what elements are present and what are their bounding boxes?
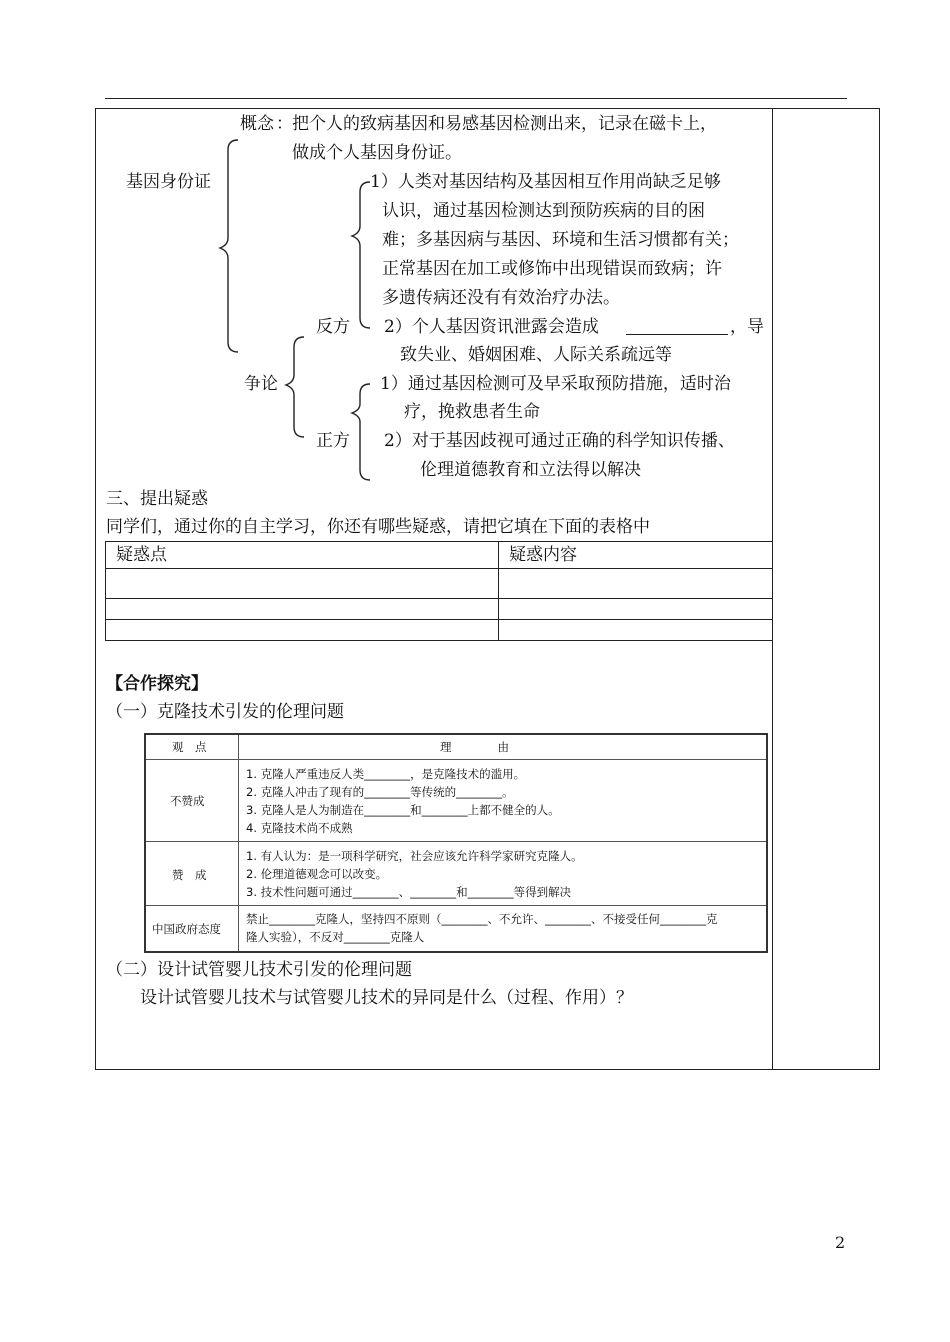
support-line-2: 2. 伦理道德观念可以改变。 [246,867,388,881]
questions-header-point: 疑惑点 [106,542,499,569]
clone-header-view: 观 点 [172,740,207,754]
brace-debate [286,337,304,437]
debate-label: 争论 [244,374,278,394]
clone-ethics-table [144,733,768,953]
against-2-line-2: 致失业、婚姻困难、人际关系疏远等 [400,345,672,365]
government-line-1: 禁止________克隆人，坚持四不原则（________、不允许、________、不接受任何________克 [246,912,718,926]
row-label-oppose: 不赞成 [170,794,205,808]
clone-table-col-divider [238,735,239,951]
concept-line-2: 做成个人基因身份证。 [292,143,462,163]
questions-intro: 同学们，通过你的自主学习，你还有哪些疑惑，请把它填在下面的表格中 [106,517,650,537]
question-cell[interactable] [499,569,773,599]
question-cell[interactable] [499,620,773,641]
support-line-3: 3. 技术性问题可通过________、________和________等得到解决 [246,885,572,899]
clone-table-row-divider [146,841,766,842]
questions-table [105,541,773,641]
against-label: 反方 [316,317,350,337]
for-2-line-2: 伦理道德教育和立法得以解决 [420,460,641,480]
row-label-government: 中国政府态度 [152,922,221,936]
brace-for [352,384,370,480]
against-2-line-1: 2）个人基因资讯泄露会造成 [384,317,599,337]
oppose-line-2: 2. 克隆人冲击了现有的________等传统的________。 [246,785,514,799]
brace-root [220,140,238,352]
questions-heading: 三、提出疑惑 [106,489,208,509]
against-1-line-2: 认识，通过基因检测达到预防疾病的目的困 [382,201,705,221]
concept-colon: ： [276,114,293,134]
cooperation-heading: 【合作探究】 [106,674,208,694]
clone-header-reason: 理 由 [440,740,509,754]
question-cell[interactable] [106,620,499,641]
ivf-question: 设计试管婴儿技术与试管婴儿技术的异同是什么（过程、作用）？ [140,988,633,1008]
question-cell[interactable] [106,569,499,599]
against-1-line-4: 正常基因在加工或修饰中出现错误而致病；许 [382,259,722,279]
oppose-line-4: 4. 克隆技术尚不成熟 [246,821,353,835]
for-label: 正方 [316,431,350,451]
against-1-line-3: 难；多基因病与基因、环境和生活习惯都有关； [382,230,739,250]
clone-table-row-divider [146,759,766,760]
ivf-subheading: （二）设计试管婴儿技术引发的伦理问题 [106,960,412,980]
concept-label: 概念 [240,114,274,134]
clone-table-row-divider [146,905,766,906]
question-cell[interactable] [499,599,773,620]
government-line-2: 隆人实验），不反对________克隆人 [246,930,425,944]
concept-line-1: 把个人的致病基因和易感基因检测出来，记录在磁卡上， [292,114,717,134]
page-number: 2 [835,1233,846,1252]
root-label: 基因身份证 [126,172,211,192]
for-1-line-2: 疗，挽救患者生命 [404,402,540,422]
against-1-line-1: 1）人类对基因结构及基因相互作用尚缺乏足够 [370,172,721,192]
brace-against [352,182,370,328]
support-line-1: 1. 有人认为：是一项科学研究，社会应该允许科学家研究克隆人。 [246,849,583,863]
fill-blank-line [626,334,728,335]
for-2-line-1: 2）对于基因歧视可通过正确的科学知识传播、 [384,431,735,451]
against-2-line-1-end: ，导 [730,317,764,337]
question-cell[interactable] [106,599,499,620]
against-1-line-5: 多遗传病还没有有效治疗办法。 [382,288,620,308]
row-label-support: 赞 成 [172,868,207,882]
clone-subheading: （一）克隆技术引发的伦理问题 [106,702,344,722]
questions-header-content: 疑惑内容 [499,542,773,569]
for-1-line-1: 1）通过基因检测可及早采取预防措施，适时治 [380,374,731,394]
oppose-line-1: 1. 克隆人严重违反人类________，是克隆技术的滥用。 [246,767,526,781]
oppose-line-3: 3. 克隆人是人为制造在________和________上都不健全的人。 [246,803,560,817]
